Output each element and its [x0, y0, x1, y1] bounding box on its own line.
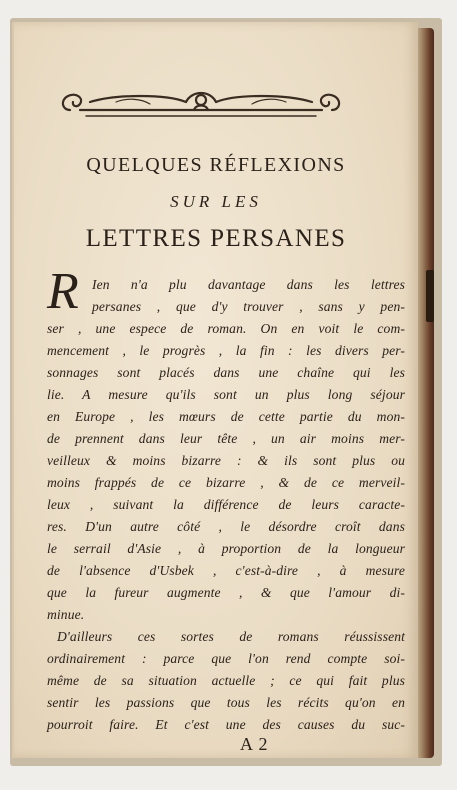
text-line: pourroit faire. Et c'est une des causes du suc- [47, 717, 405, 732]
signature-mark: A 2 [240, 734, 269, 754]
text-line: que la fureur augmente , & que l'amour di- [47, 585, 405, 600]
book-page [12, 22, 418, 758]
text-line: ordinairement : parce que l'on rend compte soi- [47, 651, 405, 666]
text-line: de prennent dans leur tête , un air moins mer- [47, 431, 405, 446]
headpiece-ornament-icon [56, 80, 346, 122]
text-line: D'ailleurs ces sortes de romans réussissent [57, 629, 405, 644]
title-line-1: QUELQUES RÉFLEXIONS [86, 154, 346, 176]
text-line: Ien n'a plu davantage dans les lettres [92, 277, 405, 292]
text-line: ser , une espece de roman. On en voit le com- [47, 321, 405, 336]
drop-cap: R [47, 263, 79, 320]
book-clasp [426, 270, 434, 322]
text-line: veilleux & moins bizarre : & ils sont plus ou [47, 453, 405, 468]
text-line: minue. [47, 607, 85, 622]
text-line: le serrail d'Asie , à proportion de la longueur [47, 541, 405, 556]
text-line: leux , suivant la différence de leurs caracte- [47, 497, 405, 512]
text-line: en Europe , les mœurs de cette partie du mon- [47, 409, 405, 424]
title-line-3: LETTRES PERSANES [85, 225, 347, 252]
text-line: même de sa situation actuelle ; ce qui fait plus [47, 673, 405, 688]
text-line: persanes , que d'y trouver , sans y pen- [92, 299, 405, 314]
text-line: de l'absence d'Usbek , c'est-à-dire , à mesure [47, 563, 405, 578]
text-line: lie. A mesure qu'ils sont un plus long séjour [47, 387, 405, 402]
text-line: mencement , le progrès , la fin : les divers per- [47, 343, 405, 358]
text-line: sentir les passions que tous les récits qu'on en [47, 695, 405, 710]
text-line: sonnages sont placés dans une chaîne qui les [47, 365, 405, 380]
text-line: res. D'un autre côté , le désordre croît dans [47, 519, 405, 534]
text-line: moins frappés de ce bizarre , & de ce merveil- [47, 475, 405, 490]
title-line-2: SUR LES [170, 192, 262, 211]
